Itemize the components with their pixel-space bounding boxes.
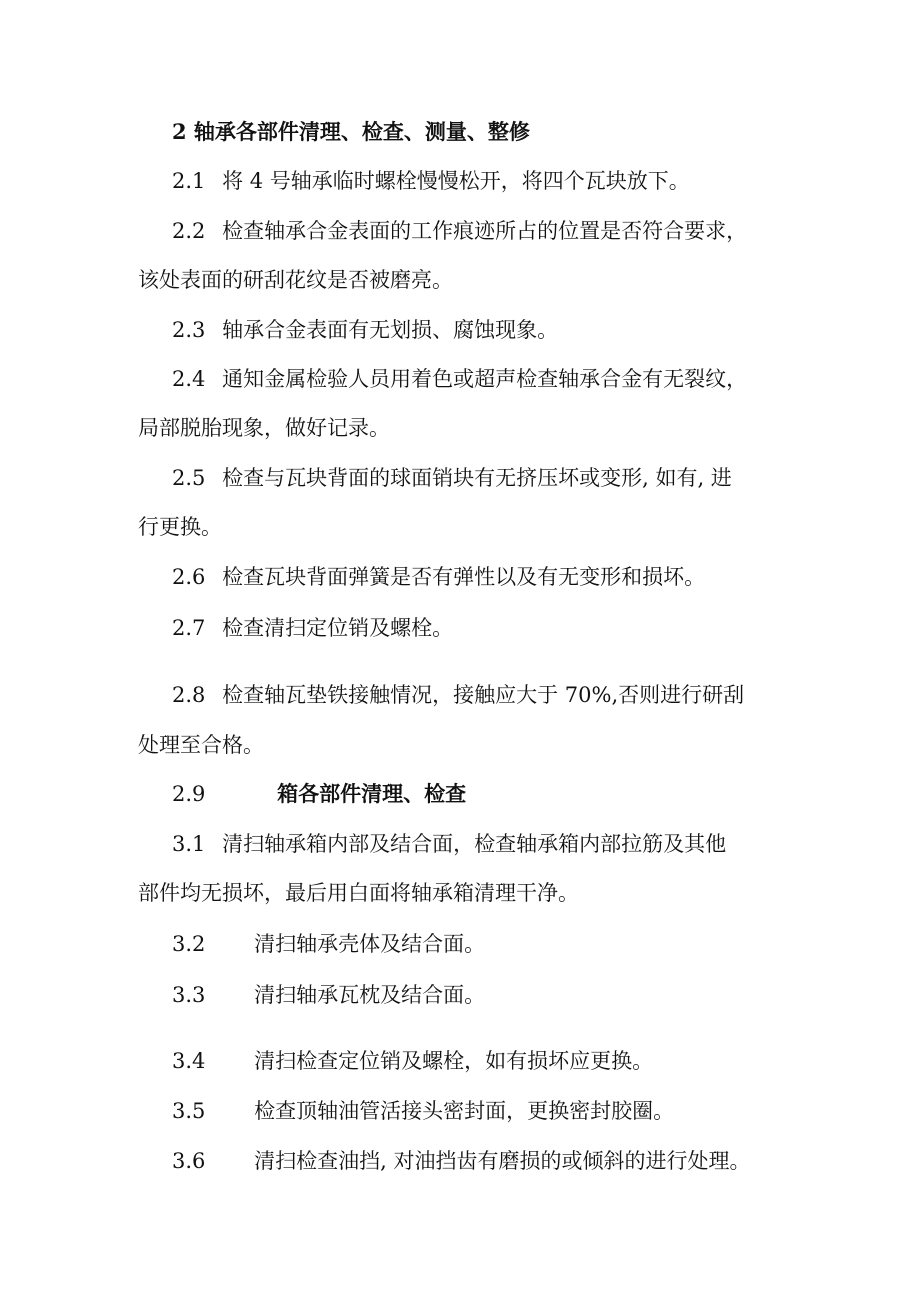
list-item: [172, 779, 466, 809]
list-item: [172, 166, 690, 196]
item-text: 通知金属检验人员用着色或超声检查轴承合金有无裂纹，: [222, 367, 748, 391]
item-text: 检查瓦块背面弹簧是否有弹性以及有无变形和损坏。: [222, 565, 706, 589]
item-continuation: 该处表面的研刮花纹是否被磨亮。: [138, 268, 453, 292]
item-continuation: 局部脱胎现象，做好记录。: [138, 416, 390, 440]
item-text: 清扫检查定位销及螺栓，如有损坏应更换。: [254, 1049, 654, 1073]
item-text: 清扫轴承箱内部及结合面，检查轴承箱内部拉筋及其他: [222, 832, 727, 856]
list-item: [172, 613, 453, 643]
item-number: 3.3: [172, 983, 206, 1007]
item-number: 2.7: [172, 616, 206, 640]
item-text: 清扫检查油挡, 对油挡齿有磨损的或倾斜的进行处理。: [254, 1149, 751, 1173]
item-continuation: 处理至合格。: [138, 733, 264, 757]
item-text: 检查轴瓦垫铁接触情况，接触应大于 70%,否则进行研刮: [222, 683, 745, 707]
item-number: 2.4: [172, 367, 206, 391]
item-number: 3.5: [172, 1099, 206, 1123]
list-item: [172, 315, 558, 345]
item-continuation: 行更换。: [138, 515, 222, 539]
list-item: [172, 562, 705, 592]
item-number: 2.5: [172, 466, 206, 490]
item-number: 3.2: [172, 932, 206, 956]
item-text: 将 4 号轴承临时螺栓慢慢松开，将四个瓦块放下。: [222, 169, 690, 193]
item-continuation: 部件均无损坏，最后用白面将轴承箱清理干净。: [138, 881, 579, 905]
item-number: 3.1: [172, 832, 206, 856]
list-item: [172, 929, 485, 959]
list-item: [172, 364, 747, 394]
item-number: 2.8: [172, 683, 206, 707]
item-text: 清扫轴承瓦枕及结合面。: [254, 983, 486, 1007]
list-item: [172, 680, 744, 710]
section-heading: 2 轴承各部件清理、检查、测量、整修: [172, 119, 530, 144]
item-text: 检查顶轴油管活接头密封面，更换密封胶圈。: [254, 1099, 675, 1123]
list-item: [172, 829, 726, 859]
list-item: [172, 1046, 653, 1076]
item-text: 轴承合金表面有无划损、腐蚀现象。: [222, 318, 559, 342]
item-number: 2.1: [172, 169, 206, 193]
item-number: 2.6: [172, 565, 206, 589]
list-item: [172, 463, 732, 493]
item-number: 3.6: [172, 1149, 206, 1173]
item-text: 清扫轴承壳体及结合面。: [254, 932, 486, 956]
item-number: 2.9: [172, 782, 206, 806]
list-item: [172, 1096, 674, 1126]
item-text: 检查与瓦块背面的球面销块有无挤压坏或变形, 如有, 进: [222, 466, 732, 490]
item-number: 3.4: [172, 1049, 206, 1073]
list-item: [172, 980, 485, 1010]
item-number: 2.3: [172, 318, 206, 342]
item-text: 箱各部件清理、检查: [277, 781, 467, 806]
list-item: [172, 1146, 750, 1176]
item-number: 2.2: [172, 219, 206, 243]
list-item: [172, 216, 747, 246]
item-text: 检查清扫定位销及螺栓。: [222, 616, 454, 640]
item-text: 检查轴承合金表面的工作痕迹所占的位置是否符合要求，: [222, 219, 748, 243]
